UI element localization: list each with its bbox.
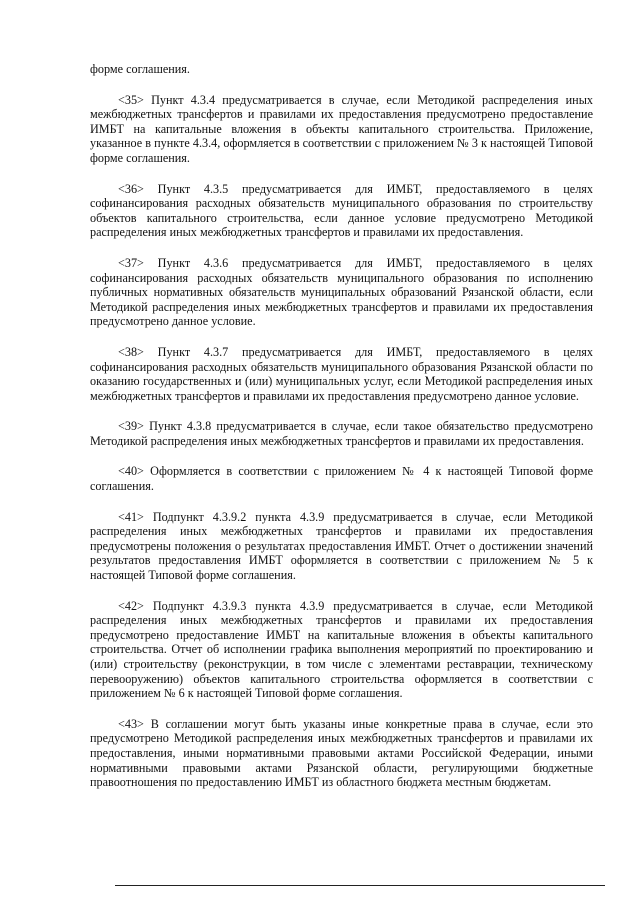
footnote-43: <43> В соглашении могут быть указаны иные конкретные права в случае, если это предусмотрено Методикой распределения иных межбюджетных трансфертов и правилами их предоставления, иными нормативными правовыми актами Российской Федерации, иными нормативными правовыми актами Рязанской области, регулирующими бюджетные правоотношения по предоставлению ИМБТ из областного бюджета местным бюджетам. bbox=[90, 716, 593, 790]
footnote-36: <36> Пункт 4.3.5 предусматривается для ИМБТ, предоставляемого в целях софинансирования расходных обязательств муниципального образования по строительству объектов капитального строительства, если данное условие предусмотрено Методикой распределения иных межбюджетных трансфертов и правилами их предоставления. bbox=[90, 181, 593, 240]
footer-divider bbox=[115, 885, 605, 886]
footnote-41: <41> Подпункт 4.3.9.2 пункта 4.3.9 предусматривается в случае, если Методикой распределения иных межбюджетных трансфертов и правилами их предоставления предусмотрены положения о результатах предоставления ИМБТ. Отчет о достижении значений результатов предоставления ИМБТ оформляется в соответствии с приложением № 5 к настоящей Типовой форме соглашения. bbox=[90, 509, 593, 583]
document-body bbox=[90, 62, 593, 806]
footnote-42: <42> Подпункт 4.3.9.3 пункта 4.3.9 предусматривается в случае, если Методикой распределения иных межбюджетных трансфертов и правилами их предоставления предусмотрено предоставление ИМБТ на капитальные вложения в объекты капитального строительства. Отчет об исполнении графика выполнения мероприятий по проектированию и (или) строительству (реконструкции, в том числе с элементами реставрации, техническому перевооружению) объектов капитального строительства оформляется в соответствии с приложением № 6 к настоящей Типовой форме соглашения. bbox=[90, 598, 593, 701]
footnote-35: <35> Пункт 4.3.4 предусматривается в случае, если Методикой распределения иных межбюджетных трансфертов и правилами их предоставления предусмотрено предоставление ИМБТ на капитальные вложения в объекты капитального строительства. Приложение, указанное в пункте 4.3.4, оформляется в соответствии с приложением № 3 к настоящей Типовой форме соглашения. bbox=[90, 92, 593, 165]
footnote-40: <40> Оформляется в соответствии с приложением № 4 к настоящей Типовой форме соглашения. bbox=[90, 464, 593, 494]
footnote-38: <38> Пункт 4.3.7 предусматривается для ИМБТ, предоставляемого в целях софинансирования расходных обязательств муниципального образования Рязанской области по оказанию государственных и (или) муниципальных услуг, если Методикой распределения иных межбюджетных трансфертов и правилами их предоставления предусмотрено данное условие. bbox=[90, 344, 593, 403]
footnote-37: <37> Пункт 4.3.6 предусматривается для ИМБТ, предоставляемого в целях софинансирования расходных обязательств муниципального образования по исполнению публичных нормативных обязательств муниципальных образований Рязанской области, если Методикой распределения иных межбюджетных трансфертов и правилами их предоставления предусмотрено данное условие. bbox=[90, 255, 593, 329]
paragraph-continuation: форме соглашения. bbox=[90, 62, 190, 76]
footnote-39: <39> Пункт 4.3.8 предусматривается в случае, если такое обязательство предусмотрено Методикой распределения иных межбюджетных трансфертов и правилами их предоставления. bbox=[90, 419, 593, 448]
